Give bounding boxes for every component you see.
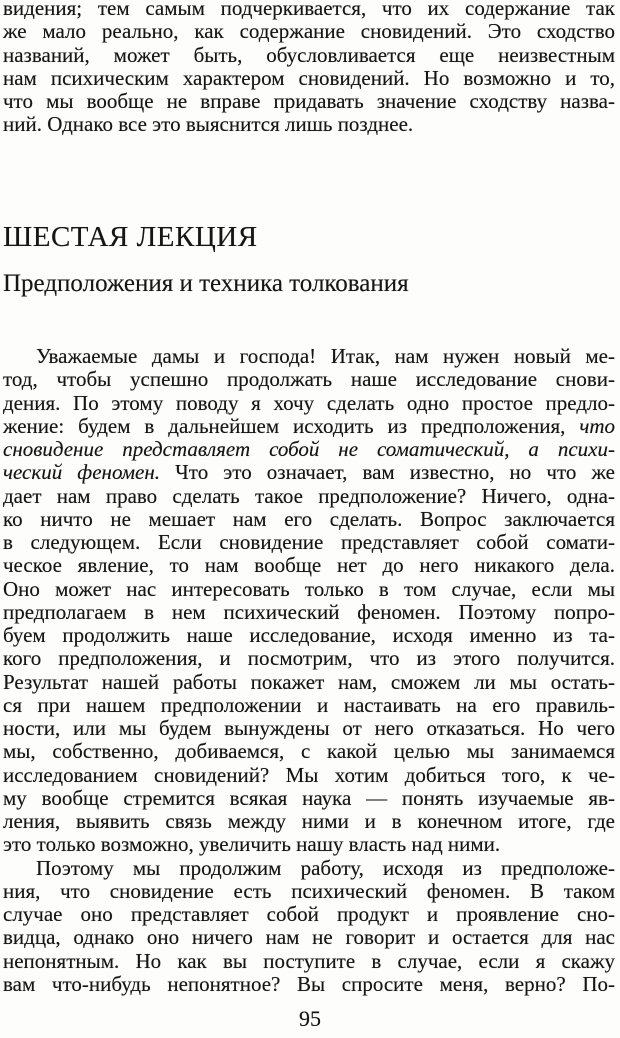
text-line [3,415,615,438]
chapter-subtitle: Предположения и техника толкования [3,270,409,297]
italic-text-run: сновидение представляет собой не соматический, а психи- [3,437,615,461]
text-line [3,113,615,136]
text-line [3,926,615,949]
text-line [3,810,615,833]
text-line [3,740,615,763]
text-line [3,345,615,368]
text-line [3,554,615,577]
text-run: нам психическим характером сновидений. Но возможно и то, [3,65,615,90]
text-run: Результат нашей работы покажет нам, сможем ли мы остать- [3,669,615,694]
text-line [3,833,615,856]
text-run: Поэтому мы продолжим работу, исходя из предположе- [36,855,615,880]
text-run: ления, выявить связь между ними и в конечном итоге, где [3,809,615,833]
page-number: 95 [299,1006,321,1031]
text-line [3,624,615,647]
text-run: названий, может быть, обусловливается еще неизвестным [3,42,615,67]
text-run: это только возможно, увеличить нашу власть над ними. [3,832,501,857]
text-run: ческое явление, то нам вообще нет до него никакого дела. [3,553,615,578]
text-run: в следующем. Если сновидение представляет собой сомати- [3,530,615,554]
text-run: Что это означает, вам известно, но что же [160,460,615,485]
text-line [3,44,615,67]
text-line [3,787,615,810]
text-line [3,67,615,90]
text-run: видения; тем самым подчеркивается, что их содержание так [3,0,615,20]
paragraph-continuation [3,0,615,137]
text-run: вам что-нибудь непонятное? Вы спросите меня, верно? По- [3,971,615,996]
paragraph-continue-work [3,857,615,997]
text-run: дения. По этому поводу я хочу сделать одно простое предло- [3,390,615,415]
text-line [3,601,615,624]
chapter-heading: ШЕСТАЯ ЛЕКЦИЯ [3,221,258,253]
text-run: Уважаемые дамы и господа! Итак, нам нужен новый ме- [36,344,615,368]
text-run: мы, собственно, добиваемся, с какой целью мы занимаемся [3,739,615,764]
text-line [3,508,615,531]
italic-text-run: ческий феномен. [3,460,161,485]
text-line [3,90,615,113]
text-run: же мало реально, как содержание сновидений. Это сходство [3,19,615,44]
text-line [3,461,615,484]
text-line [3,764,615,787]
text-run: предполагаем в нем психический феномен. Поэтому попро- [3,599,615,624]
text-line [3,647,615,670]
text-line [3,717,615,740]
text-run: ности, или мы будем вынуждены от него отказаться. Но чего [3,716,615,740]
text-run: буем продолжить наше исследование, исходя именно из та- [3,623,615,647]
text-line [3,578,615,601]
text-run: кого предположения, и посмотрим, что из этого получится. [3,646,615,671]
italic-text-run: что [579,413,615,438]
text-run: ко ничто не мешает нам его сделать. Вопрос заключается [3,506,615,531]
text-run: му вообще стремится всякая наука — понять изучаемые яв- [3,785,615,810]
text-run: ния, что сновидение есть психический феномен. В таком [3,878,615,903]
text-line [3,671,615,694]
top-paragraph-container [3,0,615,137]
text-line [3,694,615,717]
text-line [3,973,615,996]
text-run: дает нам право сделать такое предположение? Ничего, одна- [3,483,615,508]
text-line [3,857,615,880]
text-run: ся при нашем предположении и настаивать на его правиль- [3,692,615,717]
text-run: видца, однако оно ничего нам не говорит и остается для нас [3,925,615,950]
text-line [3,20,615,43]
body-text-container [3,345,615,996]
text-line [3,950,615,973]
text-line [3,485,615,508]
text-run: исследованием сновидений? Мы хотим добиться того, к че- [3,762,615,787]
text-run: ний. Однако все это выяснится лишь позднее. [3,112,414,137]
text-line [3,368,615,391]
text-line [3,531,615,554]
text-line [3,392,615,415]
text-run: жение: будем в дальнейшем исходить из предположения, [3,413,580,438]
text-line [3,903,615,926]
text-line [3,880,615,903]
text-run: тод, чтобы успешно продолжать наше исследование снови- [3,367,615,392]
text-line [3,0,615,20]
text-run: что мы вообще не вправе придавать значение сходству назва- [3,89,615,113]
text-run: Оно может нас интересовать только в том случае, если мы [3,576,615,601]
text-run: случае оно представляет собой продукт и проявление сно- [3,902,615,926]
paragraph-lecture-intro [3,345,615,857]
text-line [3,438,615,461]
text-run: непонятным. Но как вы поступите в случае, если я скажу [3,948,615,973]
